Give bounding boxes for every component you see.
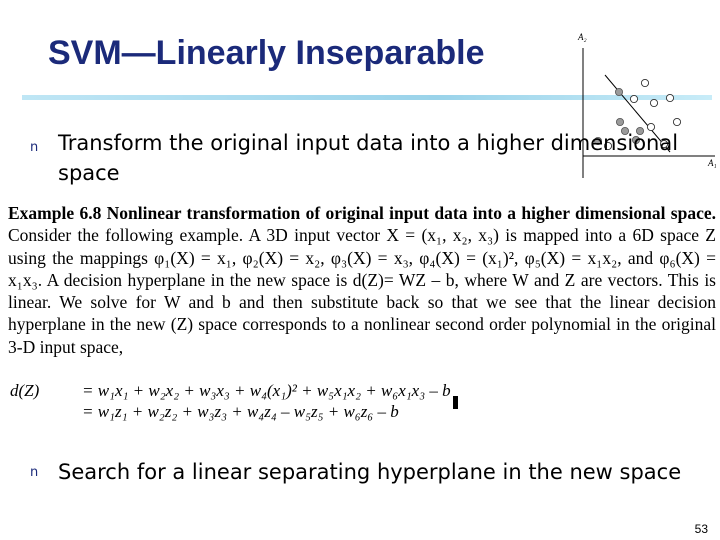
equation-line-2: = w₁z₁ + w₂z₂ + w₃z₃ + w₄z₄ – w₅z₅ + w₆z₆ – b	[82, 402, 399, 421]
example-heading: Example 6.8 Nonlinear transformation of original input data into a higher dimensional space.	[8, 203, 716, 223]
bullet-marker: n	[30, 465, 39, 480]
slide-title: SVM—Linearly Inseparable	[48, 34, 485, 72]
data-point-hollow	[630, 95, 637, 102]
data-point-hollow	[650, 99, 657, 106]
equation-lhs: d(Z)	[10, 381, 40, 400]
example-body: Consider the following example. A 3D input vector X = (x₁, x₂, x₃) is mapped into a 6D space Z using the mappings φ₁(X) = x₁, φ₂(X) = x₂, φ₃(X) = x₃, φ₄(X) = (x₁)², φ₅(X) = x₁x₂, and φ₆(X) = x₁x₃. A decision hyperplane in the new space is d(Z)= WZ – b, where W and Z are vectors. This is linear. We solve for W and b and then substitute back so that we see that the linear decision hyperplane in the new (Z) space corresponds to a nonlinear second order polynomial in the original 3-D input space,	[8, 225, 716, 357]
x-axis-label: A₁	[708, 158, 717, 168]
data-point-filled	[615, 88, 622, 95]
data-point-hollow	[666, 94, 673, 101]
page-number: 53	[694, 522, 708, 536]
bullet-marker: n	[30, 140, 39, 155]
equation-line-1: = w₁x₁ + w₂x₂ + w₃x₃ + w₄(x₁)² + w₅x₁x₂ + w₆x₁x₃ – b	[82, 381, 451, 400]
example-paragraph	[8, 202, 716, 358]
data-point-hollow	[673, 118, 680, 125]
scatter-figure	[570, 30, 720, 185]
bullet-2: Search for a linear separating hyperplane in the new space	[58, 460, 682, 484]
bullet-1-line-1: Transform the original input data into a higher dimensional	[58, 131, 679, 155]
bullet-1-line-2: space	[58, 161, 120, 185]
equation-end-mark	[453, 396, 458, 409]
y-axis-label: A₂	[578, 32, 587, 42]
data-point-hollow	[641, 79, 648, 86]
data-point-filled	[616, 118, 623, 125]
